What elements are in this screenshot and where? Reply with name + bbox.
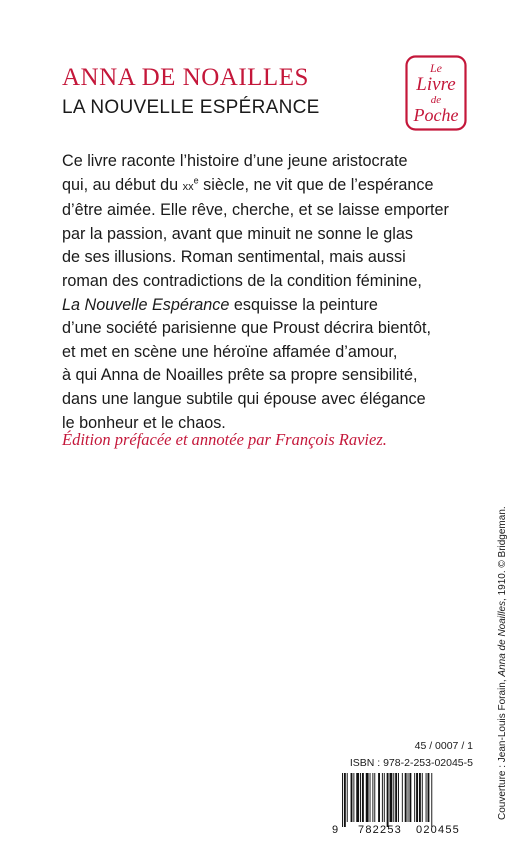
barcode-bar — [398, 773, 399, 822]
barcode-bar — [382, 773, 383, 822]
cover-credit-work: Anna de Noailles — [497, 600, 508, 677]
author-name: ANNA DE NOAILLES — [62, 64, 309, 91]
cover-credit-prefix: Couverture : Jean-Louis Forain, — [497, 676, 508, 820]
summary-line: d’une société parisienne que Proust décrira bientôt, — [62, 319, 431, 338]
book-title: LA NOUVELLE ESPÉRANCE — [62, 97, 320, 118]
summary-text: qui, au début du — [62, 175, 183, 194]
barcode-bar — [422, 773, 423, 822]
summary-line — [62, 294, 472, 318]
barcode-bar — [393, 773, 394, 822]
logo-text-poche: Poche — [413, 105, 459, 125]
barcode-bar — [428, 773, 430, 822]
cover-credit-suffix: , 1910. © Bridgeman. — [497, 506, 508, 601]
logo-text-le: Le — [430, 61, 442, 75]
barcode-right-digits: 020455 — [416, 824, 460, 835]
summary-line: d’être aimée. Elle rêve, cherche, et se laisse emporter — [62, 201, 449, 220]
barcode-bar — [419, 773, 421, 822]
summary-line: le bonheur et le chaos. — [62, 413, 226, 432]
barcode-bar — [353, 773, 354, 822]
barcode-left-digits: 782253 — [358, 824, 402, 835]
barcode-bar — [344, 773, 346, 827]
summary-line: par la passion, avant que minuit ne sonne le glas — [62, 224, 413, 243]
logo-text-de: de — [430, 94, 442, 106]
summary-line: dans une langue subtile qui épouse avec élégance — [62, 389, 426, 408]
barcode-bar — [384, 773, 385, 822]
barcode-bar — [366, 773, 369, 822]
barcode-bar — [374, 773, 375, 822]
barcode-bar — [372, 773, 373, 822]
summary-text: siècle, ne vit que de l’espérance — [198, 175, 434, 194]
barcode — [330, 773, 478, 835]
book-summary — [62, 150, 472, 435]
barcode-bars — [342, 773, 432, 827]
barcode-bar — [405, 773, 407, 822]
barcode-bar — [408, 773, 409, 822]
barcode-bar — [416, 773, 418, 822]
barcode-bar — [409, 773, 411, 822]
summary-line: Ce livre raconte l’histoire d’une jeune aristocrate — [62, 152, 408, 170]
barcode-bar — [414, 773, 415, 822]
barcode-bar — [347, 773, 348, 822]
barcode-bar — [390, 773, 393, 822]
barcode-bar — [362, 773, 364, 822]
century-numeral: xx — [182, 180, 194, 193]
barcode-first-digit: 9 — [332, 824, 339, 835]
summary-line — [62, 174, 472, 200]
barcode-bar — [360, 773, 361, 822]
logo-text-livre: Livre — [416, 74, 456, 95]
summary-text: esquisse la peinture — [229, 295, 378, 314]
barcode-bar — [387, 773, 389, 827]
summary-line: et met en scène une héroïne affamée d’amour, — [62, 342, 398, 361]
barcode-bar — [426, 773, 427, 822]
summary-book-title: La Nouvelle Espérance — [62, 295, 230, 314]
price-code: 45 / 0007 / 1 — [414, 740, 473, 752]
century-suffix: e — [193, 175, 199, 186]
barcode-bar — [351, 773, 353, 822]
barcode-bar — [370, 773, 371, 822]
summary-line: roman des contradictions de la condition féminine, — [62, 271, 422, 290]
barcode-bar — [378, 773, 380, 822]
isbn-number: ISBN : 978-2-253-02045-5 — [349, 757, 473, 769]
summary-line: à qui Anna de Noailles prête sa propre sensibilité, — [62, 366, 418, 385]
barcode-bar — [342, 773, 343, 827]
barcode-bar — [356, 773, 359, 822]
edition-note: Édition préfacée et annotée par François Raviez. — [62, 430, 387, 449]
cover-credit — [497, 506, 508, 820]
summary-line: de ses illusions. Roman sentimental, mais aussi — [62, 248, 406, 267]
barcode-bar — [395, 773, 397, 822]
barcode-bar — [402, 773, 403, 822]
publisher-logo — [405, 55, 467, 131]
barcode-bar — [431, 773, 432, 827]
